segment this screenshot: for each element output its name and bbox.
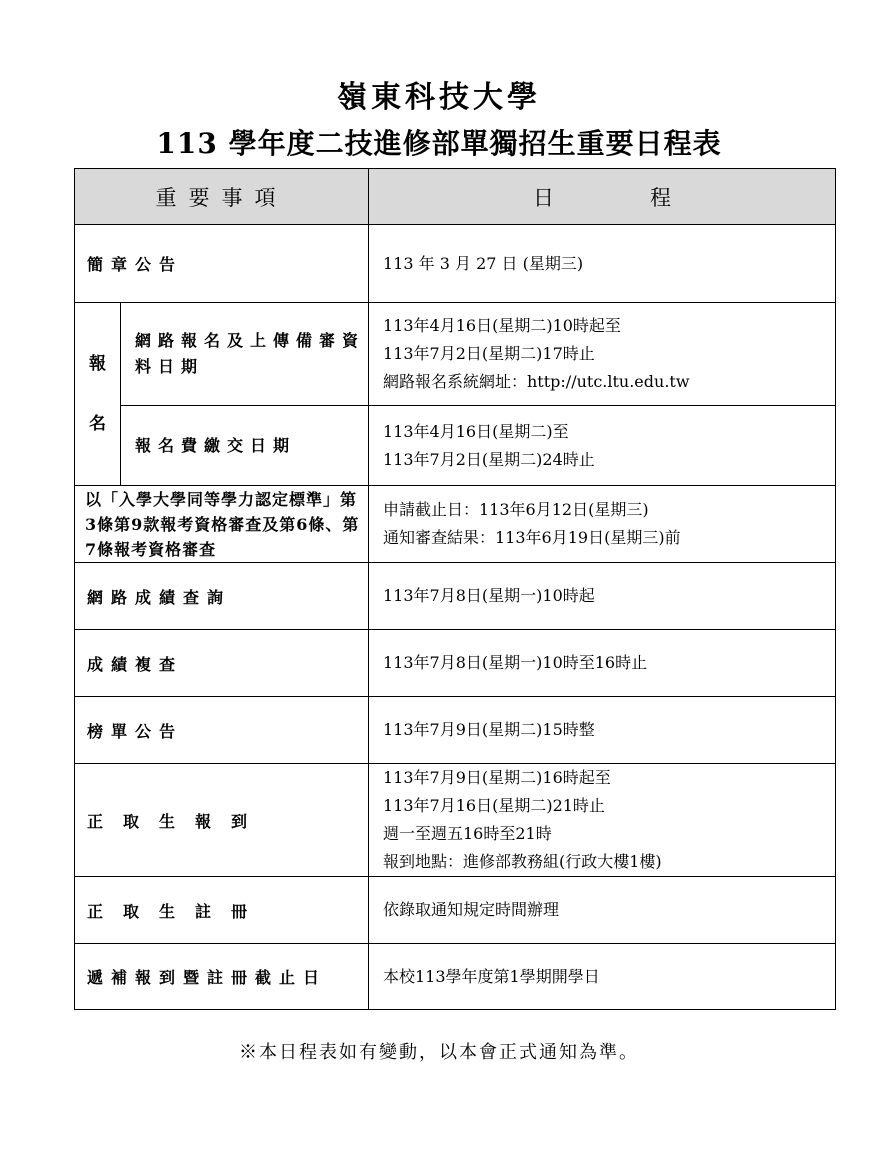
event-cell: 正取生註冊 xyxy=(75,877,369,944)
table-row xyxy=(75,225,836,303)
schedule-line: 網路報名系統網址：http://utc.ltu.edu.tw xyxy=(383,372,690,391)
schedule-cell xyxy=(369,303,836,406)
schedule-cell xyxy=(369,563,836,630)
event-cell: 網路成績查詢 xyxy=(75,563,369,630)
footnote: ※本日程表如有變動，以本會正式通知為準。 xyxy=(239,1042,639,1063)
schedule-line: 113年7月2日(星期二)17時止 xyxy=(383,344,595,363)
schedule-line: 113年7月9日(星期二)16時起至 xyxy=(383,768,611,787)
schedule-cell xyxy=(369,697,836,764)
document-title: 113 學年度二技進修部單獨招生重要日程表 xyxy=(156,127,722,160)
table-row xyxy=(75,944,836,1010)
event-cell: 報名費繳交日期 xyxy=(121,406,369,486)
table-row xyxy=(75,764,836,877)
schedule-line: 113年7月2日(星期二)24時止 xyxy=(383,449,595,469)
table-header-row xyxy=(75,169,836,225)
event-cell: 成績複查 xyxy=(75,630,369,697)
group-char: 名 xyxy=(89,414,106,434)
schedule-line: 113年7月9日(星期二)15時整 xyxy=(383,720,595,739)
schedule-line: 113 年 3 月 27 日 (星期三) xyxy=(383,253,584,273)
event-cell: 以「入學大學同等學力認定標準」第3條第9款報考資格審查及第6條、第7條報考資格審查 xyxy=(75,486,369,563)
schedule-line: 113年4月16日(星期二)至 xyxy=(383,421,569,441)
schedule-cell xyxy=(369,630,836,697)
schedule-cell xyxy=(369,406,836,486)
table-row xyxy=(75,877,836,944)
schedule-line: 113年7月8日(星期一)10時起 xyxy=(383,586,595,605)
table-row xyxy=(75,486,836,563)
event-cell: 遞補報到暨註冊截止日 xyxy=(75,944,369,1010)
schedule-line: 報到地點：進修部教務組(行政大樓1樓) xyxy=(383,852,662,871)
schedule-cell xyxy=(369,944,836,1010)
school-name: 嶺東科技大學 xyxy=(337,80,541,115)
column-header-event: 重要事項 xyxy=(75,169,369,225)
table-row xyxy=(75,303,836,406)
schedule-line: 113年7月8日(星期一)10時至16時止 xyxy=(383,653,648,672)
column-header-schedule: 日程 xyxy=(369,169,836,225)
schedule-line: 依錄取通知規定時間辦理 xyxy=(383,900,560,919)
schedule-line: 113年4月16日(星期二)10時起至 xyxy=(383,316,621,335)
table-row xyxy=(75,563,836,630)
schedule-cell xyxy=(369,225,836,303)
group-char: 報 xyxy=(89,354,106,374)
schedule-line: 113年7月16日(星期二)21時止 xyxy=(383,796,605,815)
schedule-line: 通知審查結果：113年6月19日(星期三)前 xyxy=(383,528,681,547)
table-row xyxy=(75,630,836,697)
schedule-cell xyxy=(369,764,836,877)
table-row xyxy=(75,697,836,764)
event-cell: 正取生報到 xyxy=(75,764,369,877)
schedule-line: 申請截止日：113年6月12日(星期三) xyxy=(383,500,649,519)
event-cell: 網路報名及上傳備審資料日期 xyxy=(121,303,369,406)
event-cell: 簡章公告 xyxy=(75,225,369,303)
event-cell: 榜單公告 xyxy=(75,697,369,764)
table-row xyxy=(75,406,836,486)
schedule-table xyxy=(74,168,836,1010)
registration-group-label xyxy=(75,303,121,486)
schedule-line: 本校113學年度第1學期開學日 xyxy=(383,966,600,986)
schedule-cell xyxy=(369,877,836,944)
schedule-cell xyxy=(369,486,836,563)
schedule-line: 週一至週五16時至21時 xyxy=(383,824,552,843)
